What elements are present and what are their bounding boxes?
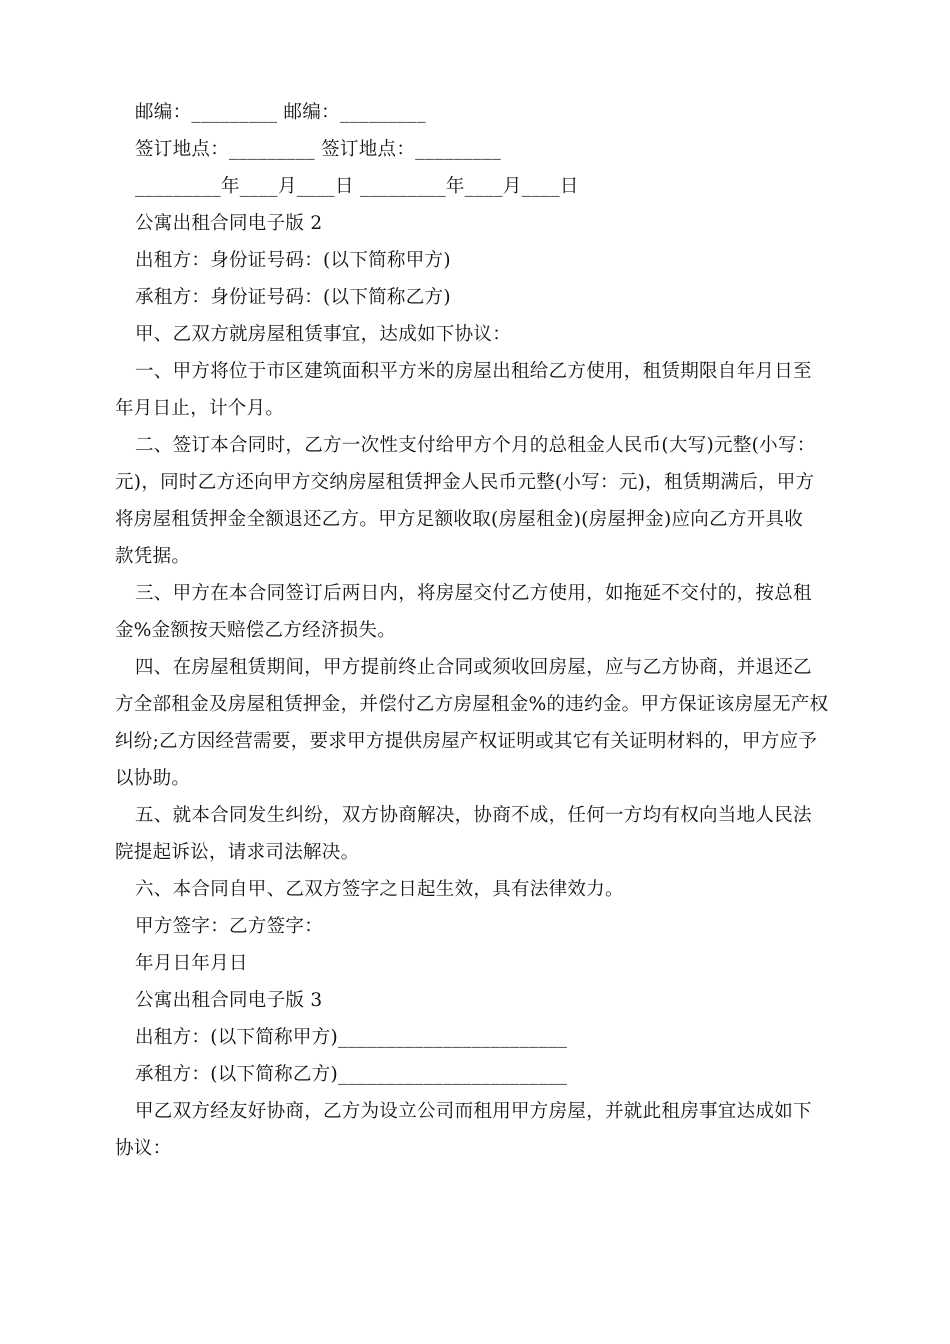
clause-4-line-4: 以协助。 [115,768,191,789]
date-line: _________年____月____日 _________年____月____日 [135,176,579,197]
signature-date-line: 年月日年月日 [135,953,248,974]
signing-place-line: 签订地点：_________ 签订地点：_________ [135,139,502,160]
clause-5-line-2: 院提起诉讼，请求司法解决。 [115,842,360,863]
clause-3-line-1: 三、甲方在本合同签订后两日内，将房屋交付乙方使用，如拖延不交付的，按总租 [135,583,812,604]
clause-3-line-2: 金%金额按天赔偿乙方经济损失。 [115,620,397,641]
agreement-intro: 甲、乙双方就房屋租赁事宜，达成如下协议： [135,324,512,345]
lessee-line: 承租方：身份证号码：(以下简称乙方) [135,287,451,308]
clause-4-line-1: 四、在房屋租赁期间，甲方提前终止合同或须收回房屋，应与乙方协商，并退还乙 [135,657,812,678]
clause-2-line-1: 二、签订本合同时，乙方一次性支付给甲方个月的总租金人民币(大写)元整(小写： [135,435,816,456]
clause-5-line-1: 五、就本合同发生纠纷，双方协商解决，协商不成，任何一方均有权向当地人民法 [135,805,812,826]
signature-line: 甲方签字：乙方签字： [135,916,324,937]
clause-1-line-2: 年月日止，计个月。 [115,398,285,419]
clause-6-line-1: 六、本合同自甲、乙双方签字之日起生效，具有法律效力。 [135,879,624,900]
section-3-intro-line-1: 甲乙双方经友好协商，乙方为设立公司而租用甲方房屋，并就此租房事宜达成如下 [135,1101,812,1122]
postcode-line: 邮编：_________ 邮编：_________ [135,102,426,123]
clause-1-line-1: 一、甲方将位于市区建筑面积平方米的房屋出租给乙方使用，租赁期限自年月日至 [135,361,812,382]
clause-4-line-2: 方全部租金及房屋租赁押金，并偿付乙方房屋租金%的违约金。甲方保证该房屋无产权 [115,694,829,715]
section-title-3: 公寓出租合同电子版 3 [135,990,323,1011]
lessor-line: 出租方：身份证号码：(以下简称甲方) [135,250,451,271]
lessor-line-3: 出租方：(以下简称甲方)________________________ [135,1027,568,1048]
section-3-intro-line-2: 协议： [115,1138,172,1159]
clause-2-line-2: 元)，同时乙方还向甲方交纳房屋租赁押金人民币元整(小写：元)，租赁期满后，甲方 [115,472,815,493]
section-title-2: 公寓出租合同电子版 2 [135,213,323,234]
clause-2-line-4: 款凭据。 [115,546,191,567]
clause-4-line-3: 纠纷;乙方因经营需要，要求甲方提供房屋产权证明或其它有关证明材料的，甲方应予 [115,731,818,752]
lessee-line-3: 承租方：(以下简称乙方)________________________ [135,1064,568,1085]
clause-2-line-3: 将房屋租赁押金全额退还乙方。甲方足额收取(房屋租金)(房屋押金)应向乙方开具收 [115,509,804,530]
